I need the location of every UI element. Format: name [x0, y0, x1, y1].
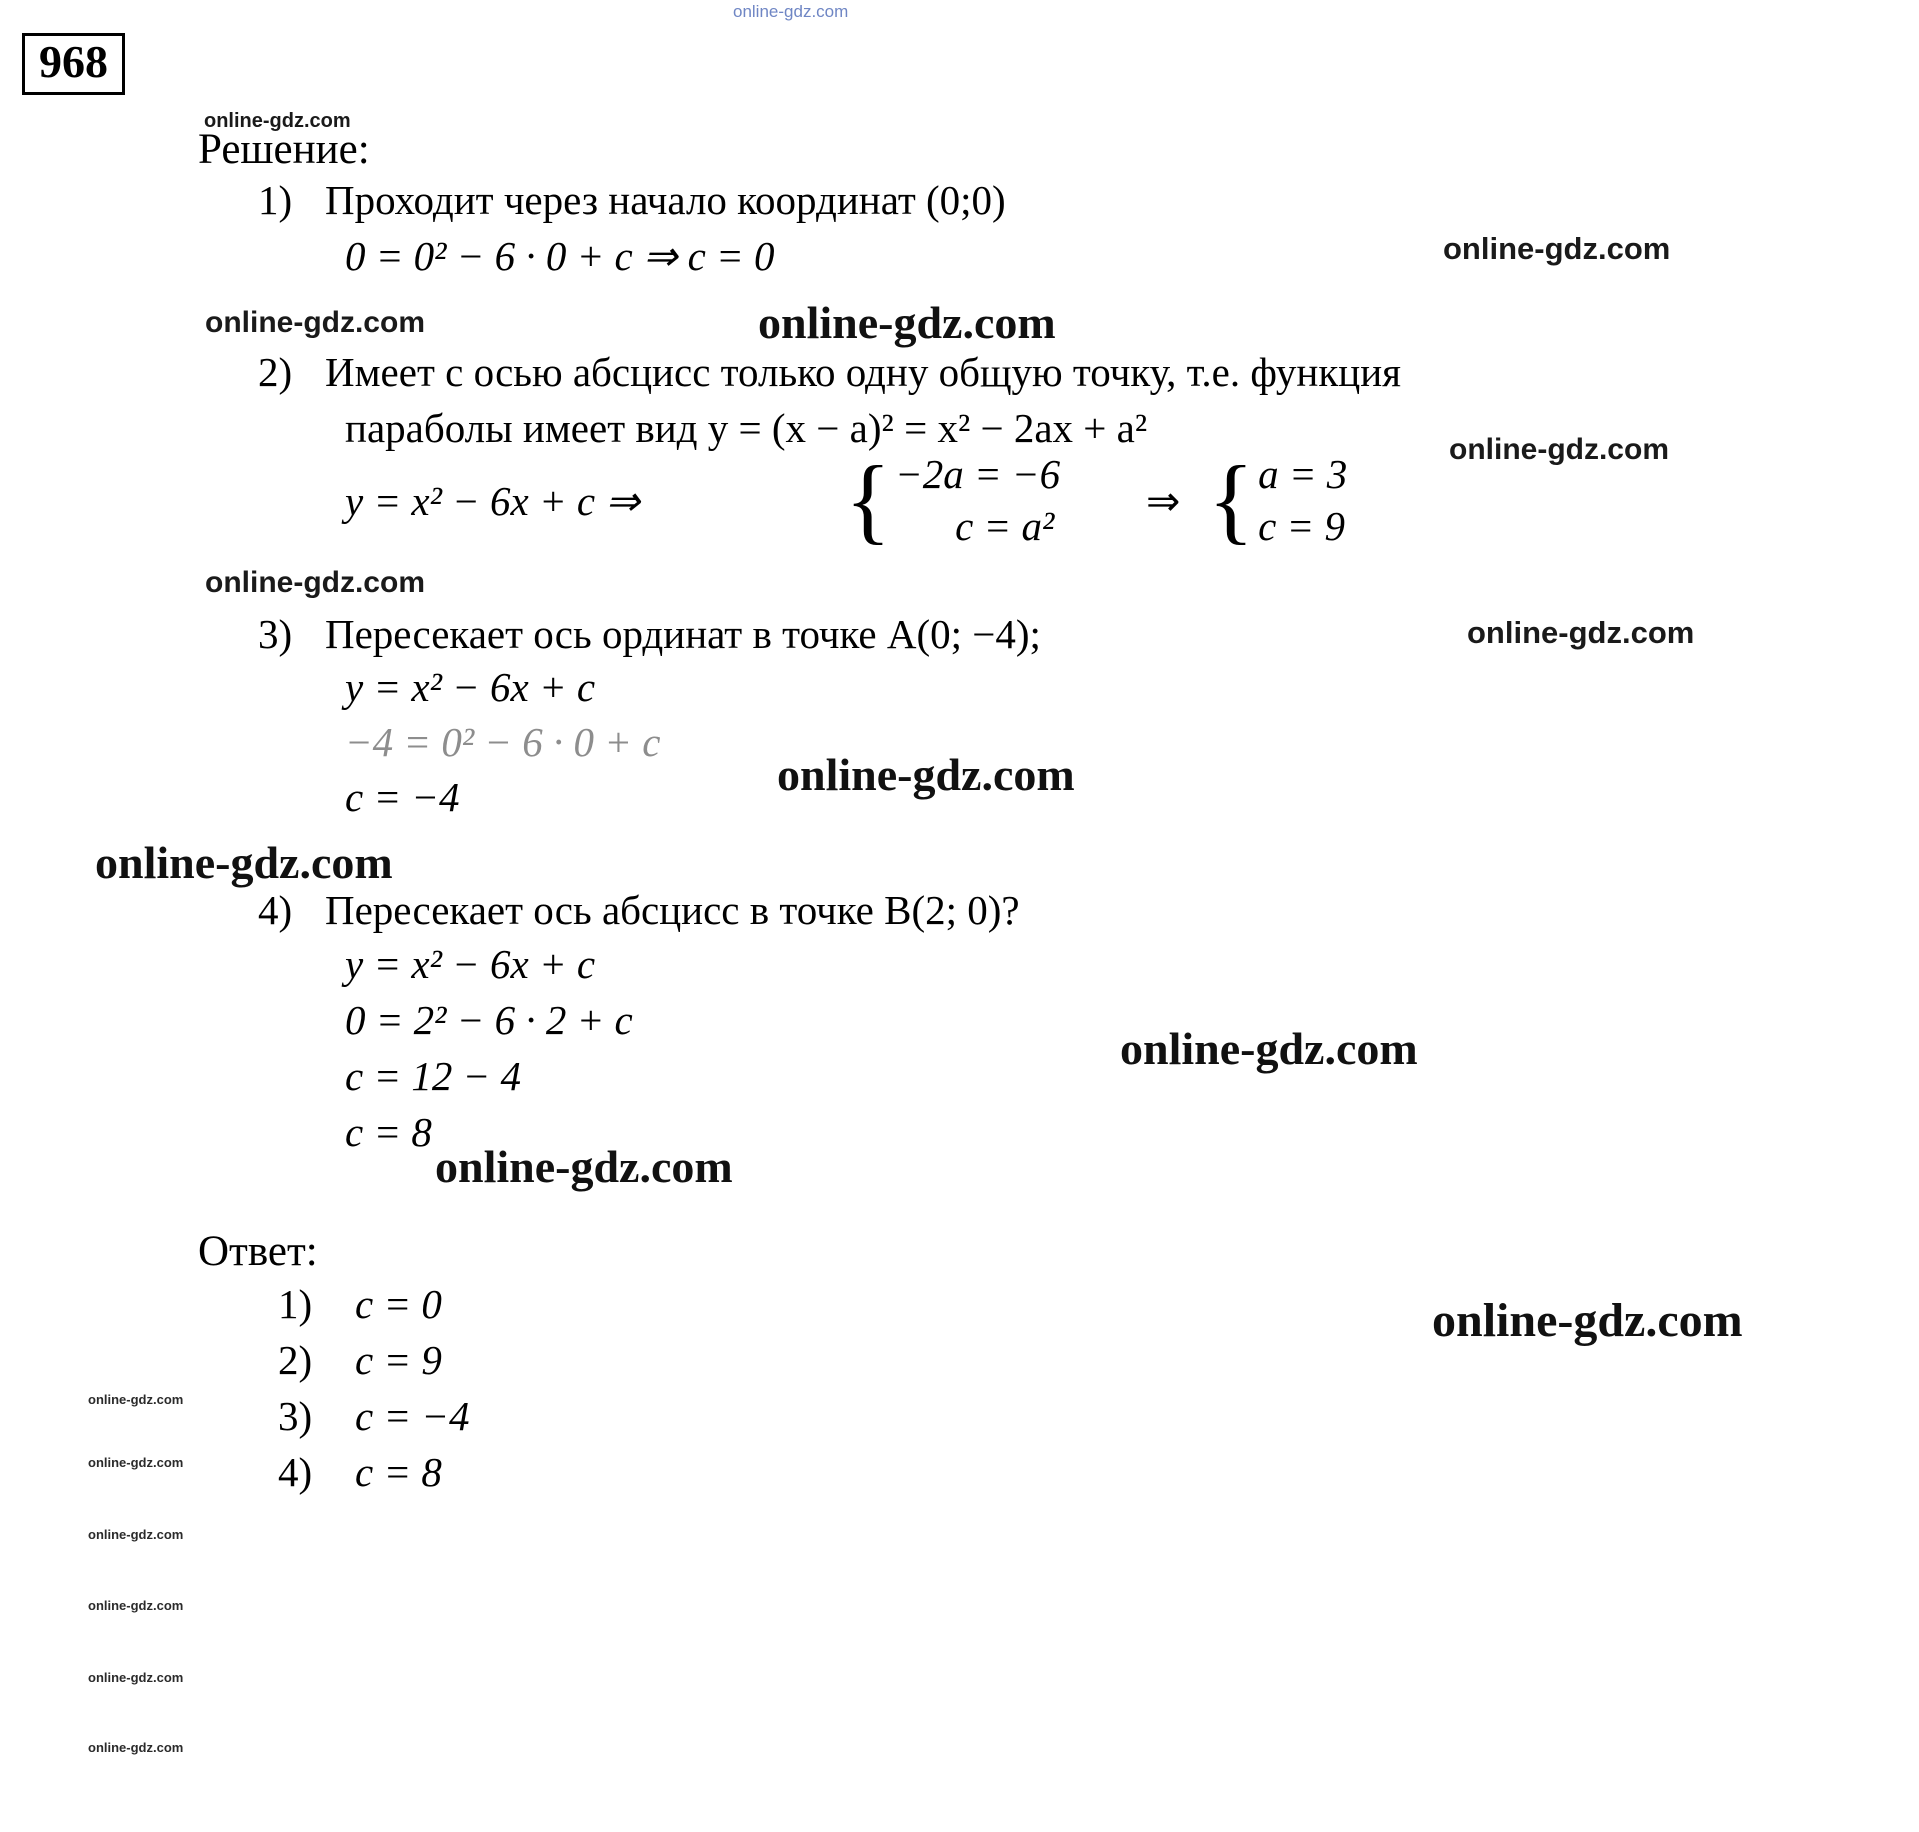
watermark-center-1: online-gdz.com	[758, 297, 1056, 348]
watermark-left-1: online-gdz.com	[205, 306, 425, 339]
system-1-row-1: −2a = −6	[895, 450, 1061, 497]
answer-4-marker: 4)	[278, 1449, 313, 1495]
watermark-sidebar-5: online-gdz.com	[88, 1670, 184, 1685]
step-3-line-1: y = x² − 6x + c	[345, 664, 596, 710]
watermark-left-2: online-gdz.com	[205, 566, 425, 599]
watermark-sidebar-4: online-gdz.com	[88, 1598, 184, 1613]
step-4-line-1: y = x² − 6x + c	[345, 941, 596, 987]
step-3-text: Пересекает ось ординат в точке A(0; −4);	[325, 611, 1041, 657]
watermark-sidebar-3: online-gdz.com	[88, 1527, 184, 1542]
watermark-left-3: online-gdz.com	[95, 837, 393, 888]
answer-3-value: c = −4	[355, 1393, 470, 1439]
step-4-marker: 4)	[258, 887, 293, 933]
system-2-row-2: c = 9	[1258, 503, 1345, 549]
answer-1-value: c = 0	[355, 1281, 442, 1327]
watermark-center-3: online-gdz.com	[435, 1141, 733, 1192]
system-1-row-2: c = a²	[955, 503, 1055, 549]
watermark-top: online-gdz.com	[733, 2, 849, 21]
answer-3-marker: 3)	[278, 1393, 313, 1439]
system-2-row-1: a = 3	[1258, 450, 1348, 497]
step-1-marker: 1)	[258, 177, 293, 223]
answer-2-value: c = 9	[355, 1337, 442, 1383]
step-4-line-2: 0 = 2² − 6 · 2 + c	[345, 997, 633, 1043]
watermark-right-3: online-gdz.com	[1467, 615, 1695, 650]
answer-4-value: c = 8	[355, 1449, 442, 1495]
watermark-sidebar-1: online-gdz.com	[88, 1392, 184, 1407]
watermark-bottom-right: online-gdz.com	[1432, 1294, 1743, 1347]
step-1-text: Проходит через начало координат (0;0)	[325, 177, 1006, 223]
left-brace-2: {	[1208, 445, 1255, 553]
step-2-system-1	[845, 445, 1061, 553]
step-3-marker: 3)	[258, 611, 293, 657]
watermark-right-1: online-gdz.com	[1443, 231, 1671, 266]
problem-number: 968	[22, 33, 125, 95]
watermark-center-2: online-gdz.com	[777, 749, 1075, 800]
answer-1-marker: 1)	[278, 1281, 313, 1327]
step-2-marker: 2)	[258, 349, 293, 395]
step-2-equation-left: y = x² − 6x + c ⇒	[345, 478, 640, 524]
watermark-right-4: online-gdz.com	[1120, 1023, 1418, 1074]
step-4-text: Пересекает ось абсцисс в точке B(2; 0)?	[325, 887, 1020, 933]
step-4-line-3: c = 12 − 4	[345, 1053, 522, 1099]
step-4-line-4: c = 8	[345, 1109, 432, 1155]
watermark-right-2: online-gdz.com	[1449, 433, 1669, 466]
watermark-sidebar-2: online-gdz.com	[88, 1455, 184, 1470]
system-1-rows	[891, 448, 1060, 553]
step-3-line-2: −4 = 0² − 6 · 0 + c	[345, 719, 661, 765]
watermark-over-solution: online-gdz.com	[204, 110, 351, 132]
solution-label: Решение:	[198, 126, 370, 173]
system-2-rows	[1254, 448, 1347, 553]
left-brace-1: {	[845, 445, 892, 553]
watermark-sidebar-6: online-gdz.com	[88, 1740, 184, 1755]
step-2-text: Имеет с осью абсцисс только одну общую точку, т.е. функция	[325, 349, 1402, 395]
answer-label: Ответ:	[198, 1228, 318, 1275]
step-2-arrow: ⇒	[1146, 478, 1181, 524]
step-1-equation: 0 = 0² − 6 · 0 + c ⇒ c = 0	[345, 233, 775, 279]
answer-2-marker: 2)	[278, 1337, 313, 1383]
step-2-system-2	[1208, 445, 1348, 553]
step-2-text-cont: параболы имеет вид y = (x − a)² = x² − 2ax + a²	[345, 405, 1148, 451]
step-3-line-3: c = −4	[345, 774, 460, 820]
